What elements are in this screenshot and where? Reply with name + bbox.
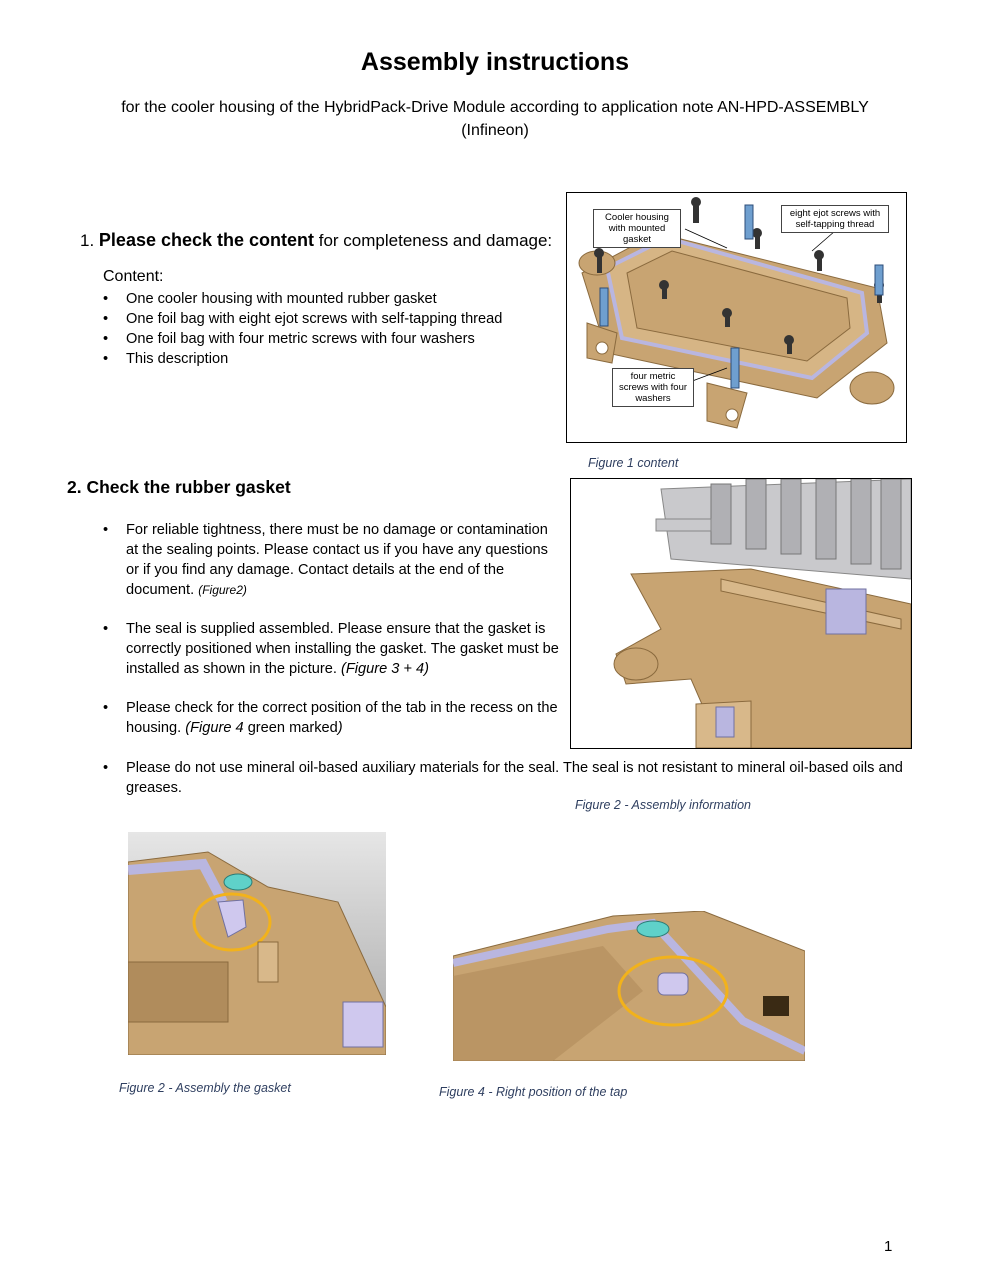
callout-metric-screws: four metric screws with four washers <box>612 368 694 407</box>
document-title: Assembly instructions <box>360 48 630 76</box>
list-item: • One foil bag with eight ejot screws with self-tapping thread <box>103 309 553 329</box>
gasket-checks-list <box>103 520 563 757</box>
figure2-image <box>570 478 912 749</box>
list-item: • Please do not use mineral oil-based auxiliary materials for the seal. The seal is not resistant to mineral oil-based oils and greases. <box>103 758 903 798</box>
figure2-caption: Figure 2 - Assembly information <box>575 798 751 812</box>
list-item <box>103 619 563 679</box>
item3-figure-ref: (Figure 4 <box>185 720 244 736</box>
page-number: 1 <box>884 1238 893 1255</box>
gasket-detail-illustration <box>128 832 386 1055</box>
list-item: • One foil bag with four metric screws with four washers <box>103 329 553 349</box>
item1-figure-ref: (Figure2) <box>198 583 247 597</box>
tab-position-illustration <box>453 911 805 1061</box>
oil-warning-list <box>103 758 903 798</box>
figure3-image <box>128 832 386 1055</box>
list-item <box>103 698 563 738</box>
document-subtitle: for the cooler housing of the HybridPack-Drive Module according to application note AN-HPD-ASSEMBLY (Infineon) <box>121 99 869 139</box>
figure1-caption: Figure 1 content <box>588 456 679 470</box>
section1-heading-bold: Please check the content <box>98 230 315 250</box>
assembly-cross-section-illustration <box>571 479 911 748</box>
section1-heading-rest: for completeness and damage: <box>314 231 553 250</box>
figure3-caption: Figure 2 - Assembly the gasket <box>119 1081 291 1095</box>
figure4-image <box>453 911 805 1061</box>
list-item: • This description <box>103 349 553 369</box>
section1-heading <box>80 230 552 251</box>
item3-text: Please check for the correct position of the tab in the recess on the housing. <box>126 700 558 736</box>
figure4-caption: Figure 4 - Right position of the tap <box>439 1085 628 1099</box>
list-item: • One cooler housing with mounted rubber gasket <box>103 289 553 309</box>
section2-heading: 2. Check the rubber gasket <box>67 477 291 497</box>
item3-green-marked: green marked <box>243 720 338 736</box>
item2-figure-ref: (Figure 3 + 4) <box>340 661 429 677</box>
content-label: Content: <box>103 268 164 285</box>
section1-number: 1. <box>80 231 95 250</box>
callout-housing: Cooler housing with mounted gasket <box>593 209 681 248</box>
item3-ref-close: ) <box>337 720 343 736</box>
list-item <box>103 520 563 600</box>
callout-ejot-screws: eight ejot screws with self-tapping thread <box>781 205 889 233</box>
item2-text: The seal is supplied assembled. Please ensure that the gasket is correctly positioned when installing the gasket. The gasket must be installed as shown in the picture. <box>126 621 559 677</box>
figure1-image <box>566 192 907 443</box>
item1-text: For reliable tightness, there must be no damage or contamination at the sealing points. Please contact us if you have any questions or if you find any damage. Contact details at the end of the document. <box>126 522 548 598</box>
content-list <box>103 289 553 369</box>
